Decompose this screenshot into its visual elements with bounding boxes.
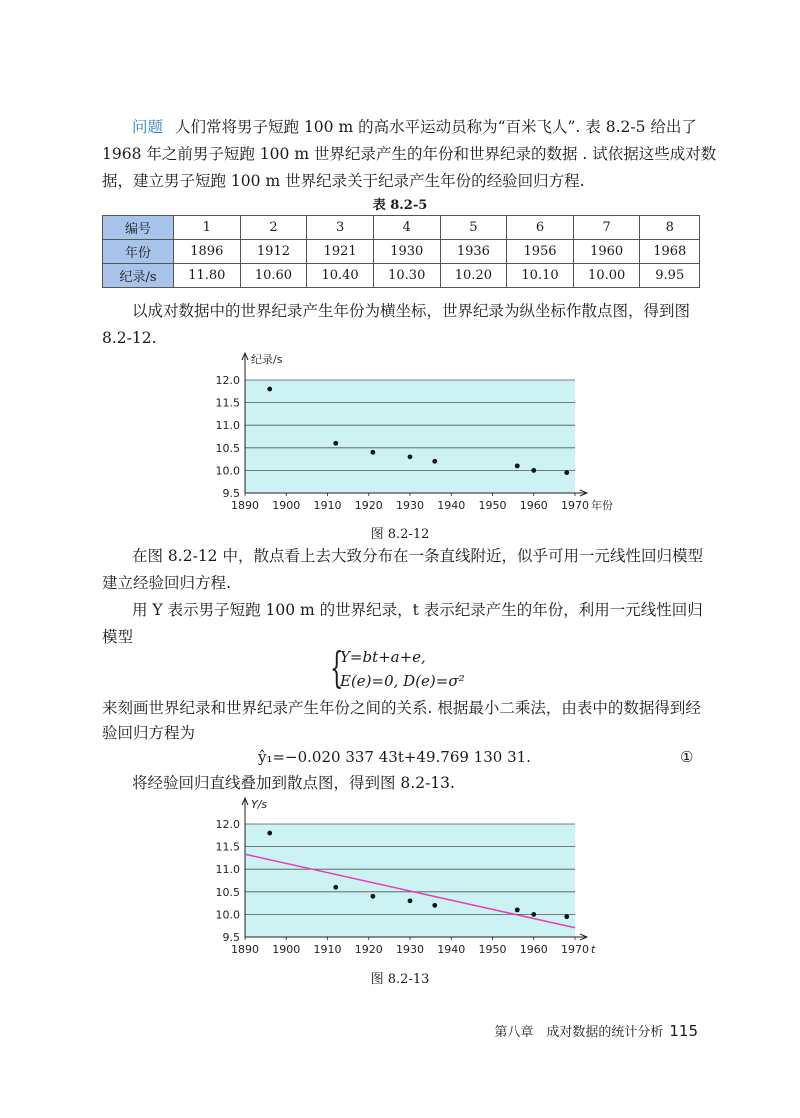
- row-header-id: 编号: [103, 216, 174, 240]
- data-point: [267, 831, 272, 836]
- figure-caption-1: 图 8.2-12: [370, 527, 430, 542]
- row-header-year: 年份: [103, 240, 174, 264]
- para4-line-2: 验回归方程为: [102, 724, 196, 742]
- table-cell: 10.60: [240, 264, 307, 288]
- table-row-years: [103, 240, 700, 264]
- para1-line-1: 以成对数据中的世界纪录产生年份为横坐标，世界纪录为纵坐标作散点图，得到图: [132, 302, 691, 320]
- y-tick-label: 11.0: [215, 419, 240, 433]
- data-point: [408, 898, 413, 903]
- x-tick-label: 1930: [396, 499, 424, 512]
- table-cell: 10.00: [573, 264, 640, 288]
- model-equation-1: Y=bt+a+e,: [340, 648, 426, 666]
- table-cell: 1936: [440, 240, 507, 264]
- table-cell: 1912: [240, 240, 307, 264]
- x-tick-label: 1920: [354, 943, 383, 956]
- data-point: [370, 450, 375, 455]
- data-point: [515, 463, 520, 468]
- x-tick-label: 1890: [231, 943, 259, 956]
- para2-line-2: 建立经验回归方程.: [102, 574, 231, 592]
- x-tick-label: 1900: [272, 943, 301, 956]
- y-tick-label: 12.0: [215, 374, 240, 387]
- table-cell: 1896: [174, 240, 241, 264]
- table-cell: 5: [440, 216, 507, 240]
- data-point: [564, 470, 569, 475]
- x-tick-label: 1960: [519, 499, 548, 512]
- data-point: [515, 907, 520, 912]
- para4-line-1: 来刻画世界纪录和世界纪录产生年份之间的关系. 根据最小二乘法，由表中的数据得到经: [102, 699, 701, 717]
- scatter-chart-8-2-13: [215, 795, 595, 960]
- data-point: [333, 885, 338, 890]
- table-cell: 1968: [640, 240, 700, 264]
- table-cell: 8: [640, 216, 700, 240]
- table-cell: 10.40: [307, 264, 374, 288]
- para3-line-2: 模型: [102, 628, 134, 646]
- plot-area: [245, 824, 575, 937]
- x-tick-label: 1900: [272, 499, 301, 512]
- data-point: [267, 387, 272, 392]
- data-point: [408, 454, 413, 459]
- x-tick-label: 1910: [313, 499, 342, 512]
- table-row-records: [103, 264, 700, 288]
- x-tick-label: 1950: [478, 499, 507, 512]
- problem-text-1: 人们常将男子短跑 100 m 的高水平运动员称为“百米飞人”. 表 8.2-5 给出了: [175, 118, 697, 136]
- scatter-chart-8-2-12: [215, 350, 613, 520]
- y-axis-label: 纪录/s: [251, 353, 283, 366]
- y-tick-label: 12.0: [215, 818, 240, 831]
- table-cell: 11.80: [174, 264, 241, 288]
- table-cell: 1: [174, 216, 241, 240]
- table-caption: 表 8.2-5: [372, 198, 428, 213]
- table-cell: 10.30: [373, 264, 440, 288]
- x-tick-label: 1930: [396, 943, 424, 956]
- table-cell: 3: [307, 216, 374, 240]
- x-tick-label: 1940: [437, 943, 466, 956]
- y-tick-label: 11.0: [215, 863, 240, 877]
- data-table: [102, 215, 700, 288]
- table-cell: 7: [573, 216, 640, 240]
- problem-line-1: [132, 114, 697, 141]
- data-point: [333, 441, 338, 446]
- data-point: [370, 894, 375, 899]
- data-point: [432, 903, 437, 908]
- x-tick-label: 1960: [519, 943, 548, 956]
- table-cell: 6: [507, 216, 574, 240]
- x-tick-label: 1920: [354, 499, 383, 512]
- para1-line-2: 8.2-12.: [102, 329, 157, 347]
- x-tick-label: 1970: [561, 499, 589, 512]
- y-tick-label: 10.0: [215, 908, 240, 922]
- row-header-record: 纪录/s: [103, 264, 174, 288]
- table-cell: 1956: [507, 240, 574, 264]
- page-number: 115: [669, 1022, 698, 1040]
- table-cell: 10.20: [440, 264, 507, 288]
- y-tick-label: 11.5: [215, 840, 240, 854]
- y-tick-label: 10.5: [215, 441, 240, 455]
- data-point: [531, 468, 536, 473]
- x-tick-label: 1910: [313, 943, 342, 956]
- x-tick-label: 1940: [437, 499, 466, 512]
- model-brace: {: [330, 643, 344, 692]
- chapter-title: 第八章 成对数据的统计分析: [494, 1025, 664, 1040]
- problem-keyword: 问题: [132, 118, 164, 136]
- table-cell: 9.95: [640, 264, 700, 288]
- y-tick-label: 10.5: [215, 885, 240, 899]
- figure-caption-2: 图 8.2-13: [370, 972, 430, 987]
- data-point: [564, 914, 569, 919]
- x-axis-label: 年份: [591, 499, 613, 512]
- table-cell: 4: [373, 216, 440, 240]
- y-tick-label: 10.0: [215, 464, 240, 478]
- table-cell: 1960: [573, 240, 640, 264]
- table-cell: 1930: [373, 240, 440, 264]
- table-cell: 2: [240, 216, 307, 240]
- y-tick-label: 9.5: [222, 931, 240, 944]
- para5-line: 将经验回归直线叠加到散点图，得到图 8.2-13.: [132, 774, 455, 792]
- para3-line-1: 用 Y 表示男子短跑 100 m 的世界纪录，t 表示纪录产生的年份，利用一元线性回归: [132, 601, 703, 619]
- para2-line-1: 在图 8.2-12 中，散点看上去大致分布在一条直线附近，似乎可用一元线性回归模型: [132, 547, 703, 565]
- plot-area: [245, 380, 575, 493]
- problem-line-2: 1968 年之前男子短跑 100 m 世界纪录产生的年份和世界纪录的数据 . 试依据这些成对数: [102, 145, 717, 163]
- model-equation-2: E(e)=0, D(e)=σ²: [340, 672, 465, 690]
- table-cell: 10.10: [507, 264, 574, 288]
- equation-number: ①: [680, 748, 694, 766]
- problem-line-3: 据，建立男子短跑 100 m 世界纪录关于纪录产生年份的经验回归方程.: [102, 172, 585, 190]
- x-tick-label: 1970: [561, 943, 589, 956]
- table-row-ids: [103, 216, 700, 240]
- table-cell: 1921: [307, 240, 374, 264]
- x-tick-label: 1890: [231, 499, 259, 512]
- y-tick-label: 11.5: [215, 396, 240, 410]
- data-point: [531, 912, 536, 917]
- data-point: [432, 459, 437, 464]
- regression-equation: ŷ₁=−0.020 337 43t+49.769 130 31.: [258, 748, 531, 766]
- y-axis-label: Y/s: [251, 798, 268, 811]
- y-tick-label: 9.5: [222, 487, 240, 500]
- x-axis-label: t: [591, 943, 596, 956]
- x-tick-label: 1950: [478, 943, 507, 956]
- page-footer: [494, 1021, 698, 1040]
